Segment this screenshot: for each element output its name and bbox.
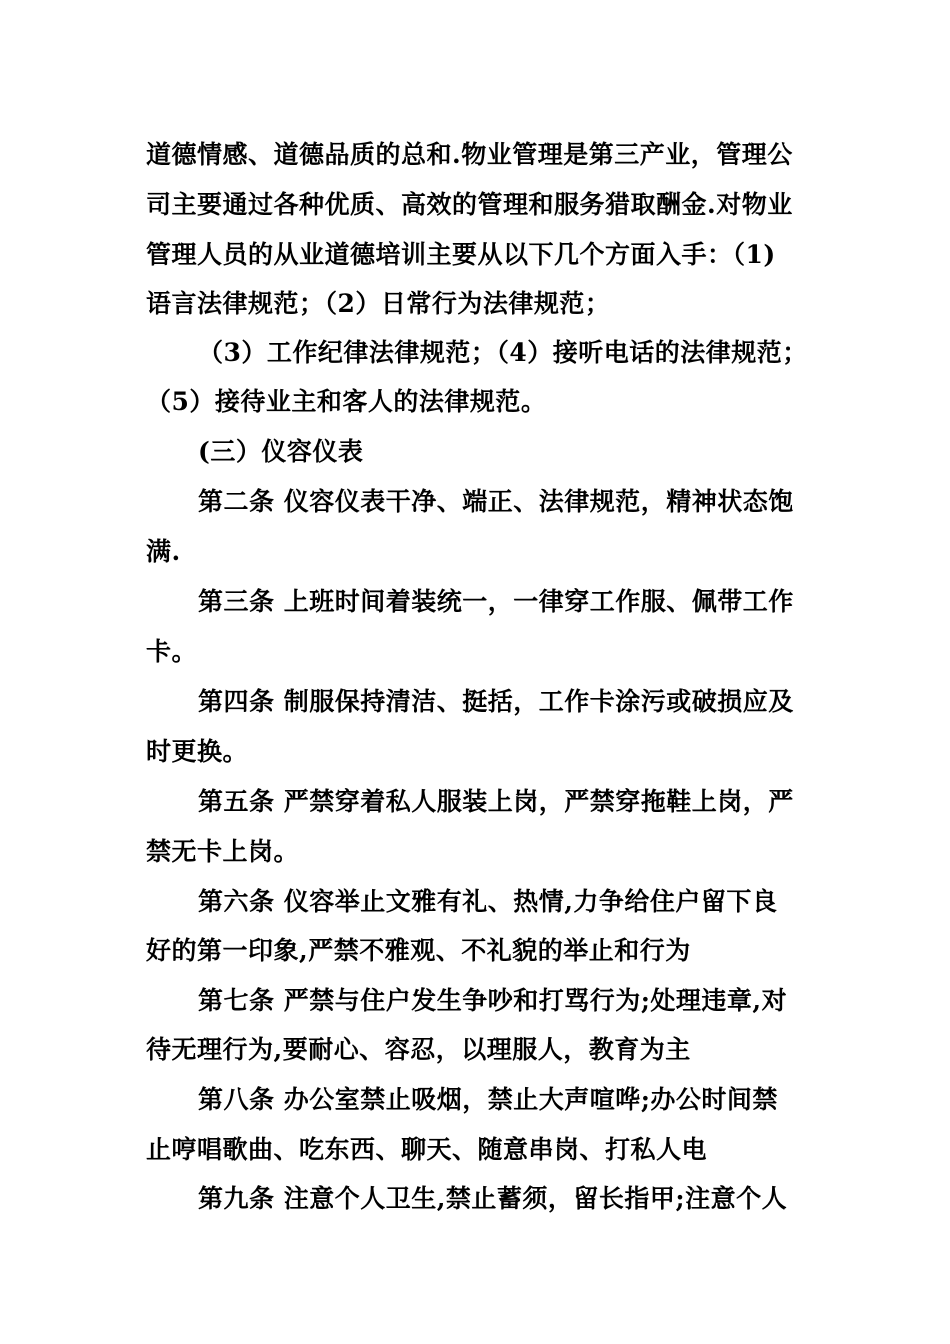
article-7-line-1: 第七条 严禁与住户发生争吵和打骂行为;处理违章,对 (198, 986, 788, 1015)
article-6-line-2: 好的第一印象,严禁不雅观、不礼貌的举止和行为 (146, 936, 691, 965)
article-9-line-1: 第九条 注意个人卫生,禁止蓄须，留长指甲;注意个人 (198, 1184, 788, 1213)
article-2-line-1: 第二条 仪容仪表干净、端正、法律规范，精神状态饱 (198, 487, 794, 516)
article-7-line-2: 待无理行为,要耐心、容忍，以理服人，教育为主 (146, 1035, 691, 1064)
article-4-line-1: 第四条 制服保持清洁、挺括，工作卡涂污或破损应及 (198, 687, 794, 716)
article-3-line-1: 第三条 上班时间着装统一，一律穿工作服、佩带工作 (198, 587, 794, 616)
article-3-line-2: 卡。 (146, 637, 198, 666)
article-4-line-2: 时更换。 (146, 737, 249, 766)
article-5-line-2: 禁无卡上岗。 (146, 837, 300, 866)
article-5-line-1: 第五条 严禁穿着私人服装上岗，严禁穿拖鞋上岗，严 (198, 787, 794, 816)
section-heading: (三）仪容仪表 (198, 437, 364, 466)
article-8-line-2: 止哼唱歌曲、吃东西、聊天、随意串岗、打私人电 (146, 1135, 708, 1164)
text-line-3: 管理人员的从业道德培训主要从以下几个方面入手：（1) (146, 240, 776, 269)
text-line-2: 司主要通过各种优质、高效的管理和服务猎取酬金.对物业 (146, 190, 793, 219)
article-8-line-1: 第八条 办公室禁止吸烟，禁止大声喧哗;办公时间禁 (198, 1085, 778, 1114)
text-line-4: 语言法律规范；（2）日常行为法律规范； (146, 289, 611, 318)
text-line-5: （3）工作纪律法律规范；（4）接听电话的法律规范； (198, 338, 808, 367)
text-line-1: 道德情感、道德品质的总和.物业管理是第三产业，管理公 (146, 140, 793, 169)
text-line-6: （5）接待业主和客人的法律规范。 (146, 387, 547, 416)
article-6-line-1: 第六条 仪容举止文雅有礼、热情,力争给住户留下良 (198, 887, 778, 916)
article-2-line-2: 满. (146, 537, 181, 566)
